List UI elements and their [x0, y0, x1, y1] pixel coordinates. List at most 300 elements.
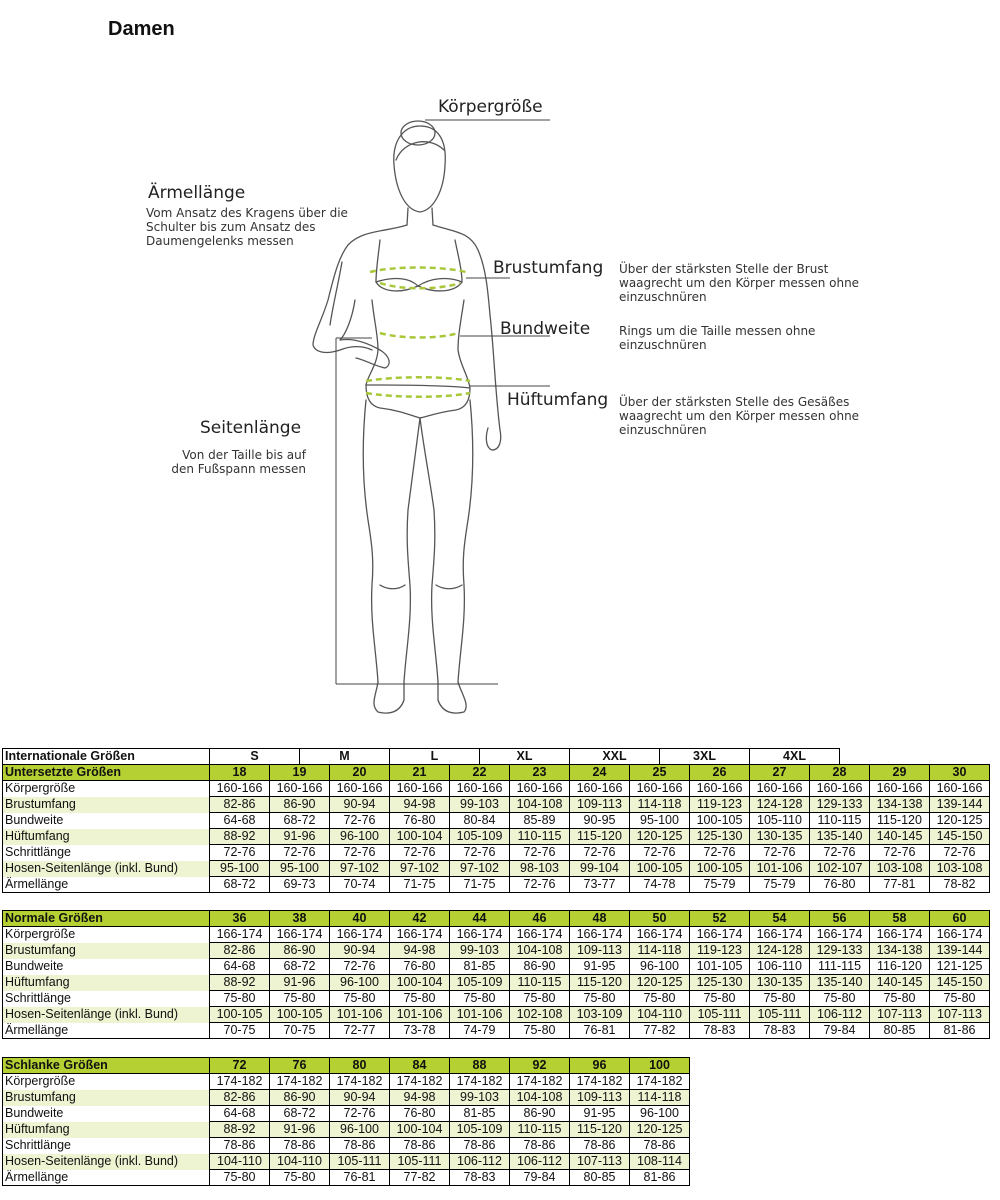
- table-cell: 97-102: [450, 861, 510, 877]
- row-label: Hosen-Seitenlänge (inkl. Bund): [3, 1154, 210, 1170]
- table-cell: 72-76: [450, 845, 510, 861]
- table-cell: 160-166: [930, 781, 990, 797]
- row-label: Bundweite: [3, 1106, 210, 1122]
- table-cell: 82-86: [210, 1090, 270, 1106]
- row-label: Hüftumfang: [3, 829, 210, 845]
- size-header: 25: [630, 765, 690, 781]
- table-cell: 106-110: [750, 959, 810, 975]
- table-row: [3, 991, 990, 1007]
- table-cell: 105-109: [450, 975, 510, 991]
- table-cell: 78-83: [690, 1023, 750, 1039]
- size-section-table: [2, 764, 990, 893]
- table-cell: 166-174: [810, 927, 870, 943]
- row-label: Körpergröße: [3, 781, 210, 797]
- table-cell: 75-80: [450, 991, 510, 1007]
- table-cell: 81-85: [450, 959, 510, 975]
- table-row: [3, 797, 990, 813]
- table-cell: 77-81: [870, 877, 930, 893]
- table-cell: 78-86: [450, 1138, 510, 1154]
- table-row: [3, 1023, 990, 1039]
- row-label: Hosen-Seitenlänge (inkl. Bund): [3, 861, 210, 877]
- table-cell: 103-108: [930, 861, 990, 877]
- table-cell: 124-128: [750, 943, 810, 959]
- table-cell: 104-110: [210, 1154, 270, 1170]
- row-label: Schrittlänge: [3, 845, 210, 861]
- table-cell: 95-100: [210, 861, 270, 877]
- table-cell: 96-100: [330, 829, 390, 845]
- intl-size: 4XL: [750, 749, 840, 765]
- label-seitenlaenge: Seitenlänge: [200, 418, 302, 438]
- table-cell: 94-98: [390, 943, 450, 959]
- table-cell: 94-98: [390, 797, 450, 813]
- size-header: 28: [810, 765, 870, 781]
- table-cell: 120-125: [630, 975, 690, 991]
- table-cell: 139-144: [930, 943, 990, 959]
- size-section-table: [2, 910, 990, 1039]
- table-cell: 70-75: [270, 1023, 330, 1039]
- table-cell: 75-80: [930, 991, 990, 1007]
- table-cell: 64-68: [210, 813, 270, 829]
- table-cell: 78-83: [750, 1023, 810, 1039]
- table-cell: 86-90: [270, 1090, 330, 1106]
- table-cell: 101-105: [690, 959, 750, 975]
- table-cell: 115-120: [870, 813, 930, 829]
- table-cell: 103-109: [570, 1007, 630, 1023]
- size-header: 76: [270, 1058, 330, 1074]
- table-cell: 166-174: [450, 927, 510, 943]
- table-cell: 105-111: [390, 1154, 450, 1170]
- table-cell: 120-125: [630, 829, 690, 845]
- label-bundweite: Bundweite: [500, 319, 591, 339]
- table-cell: 110-115: [510, 975, 570, 991]
- table-cell: 72-76: [930, 845, 990, 861]
- table-cell: 106-112: [810, 1007, 870, 1023]
- table-cell: 96-100: [630, 959, 690, 975]
- size-header: 100: [630, 1058, 690, 1074]
- table-cell: 105-111: [750, 1007, 810, 1023]
- table-cell: 75-80: [810, 991, 870, 1007]
- table-cell: 166-174: [870, 927, 930, 943]
- table-cell: 166-174: [210, 927, 270, 943]
- table-cell: 145-150: [930, 829, 990, 845]
- table-cell: 105-111: [330, 1154, 390, 1170]
- desc-hueftumfang: Über der stärksten Stelle des Gesäßes waagrecht um den Körper messen ohne einzuschnüren: [619, 395, 860, 437]
- table-cell: 111-115: [810, 959, 870, 975]
- table-cell: 160-166: [270, 781, 330, 797]
- table-cell: 70-74: [330, 877, 390, 893]
- label-brustumfang: Brustumfang: [493, 258, 604, 278]
- table-cell: 124-128: [750, 797, 810, 813]
- size-header: 80: [330, 1058, 390, 1074]
- table-cell: 73-77: [570, 877, 630, 893]
- table-cell: 140-145: [870, 829, 930, 845]
- label-aermellaenge: Ärmellänge: [148, 183, 246, 203]
- table-cell: 166-174: [570, 927, 630, 943]
- size-header: 36: [210, 911, 270, 927]
- table-cell: 96-100: [630, 1106, 690, 1122]
- size-header: 60: [930, 911, 990, 927]
- table-cell: 139-144: [930, 797, 990, 813]
- table-cell: 88-92: [210, 975, 270, 991]
- table-cell: 174-182: [330, 1074, 390, 1090]
- table-cell: 160-166: [570, 781, 630, 797]
- table-row: [3, 1007, 990, 1023]
- size-header: 26: [690, 765, 750, 781]
- table-cell: 79-84: [510, 1170, 570, 1186]
- table-cell: 82-86: [210, 943, 270, 959]
- row-label: Ärmellänge: [3, 877, 210, 893]
- table-cell: 134-138: [870, 797, 930, 813]
- table-cell: 68-72: [210, 877, 270, 893]
- table-cell: 86-90: [510, 1106, 570, 1122]
- table-cell: 96-100: [330, 1122, 390, 1138]
- row-label: Körpergröße: [3, 927, 210, 943]
- intl-size: XXL: [570, 749, 660, 765]
- size-header: 40: [330, 911, 390, 927]
- table-cell: 110-115: [510, 1122, 570, 1138]
- table-cell: 114-118: [630, 797, 690, 813]
- table-cell: 103-108: [870, 861, 930, 877]
- table-cell: 129-133: [810, 797, 870, 813]
- table-cell: 160-166: [210, 781, 270, 797]
- table-cell: 72-76: [270, 845, 330, 861]
- size-header: 21: [390, 765, 450, 781]
- table-cell: 78-86: [510, 1138, 570, 1154]
- table-cell: 75-80: [270, 1170, 330, 1186]
- table-cell: 101-106: [750, 861, 810, 877]
- table-cell: 80-84: [450, 813, 510, 829]
- table-cell: 81-86: [630, 1170, 690, 1186]
- table-cell: 79-84: [810, 1023, 870, 1039]
- table-cell: 85-89: [510, 813, 570, 829]
- table-cell: 72-76: [390, 845, 450, 861]
- table-row: [3, 1154, 690, 1170]
- intl-size: M: [300, 749, 390, 765]
- table-cell: 102-107: [810, 861, 870, 877]
- table-cell: 174-182: [630, 1074, 690, 1090]
- table-cell: 75-80: [510, 991, 570, 1007]
- table-cell: 106-112: [450, 1154, 510, 1170]
- table-cell: 105-109: [450, 1122, 510, 1138]
- table-cell: 88-92: [210, 1122, 270, 1138]
- table-cell: 115-120: [570, 1122, 630, 1138]
- table-cell: 115-120: [570, 829, 630, 845]
- table-cell: 72-76: [570, 845, 630, 861]
- table-cell: 121-125: [930, 959, 990, 975]
- table-cell: 75-80: [210, 991, 270, 1007]
- table-cell: 160-166: [330, 781, 390, 797]
- table-cell: 145-150: [930, 975, 990, 991]
- table-cell: 101-106: [390, 1007, 450, 1023]
- size-header: 72: [210, 1058, 270, 1074]
- size-header: 96: [570, 1058, 630, 1074]
- table-cell: 100-105: [270, 1007, 330, 1023]
- table-cell: 160-166: [630, 781, 690, 797]
- table-cell: 78-86: [210, 1138, 270, 1154]
- size-header: 42: [390, 911, 450, 927]
- table-cell: 166-174: [630, 927, 690, 943]
- table-row: [3, 781, 990, 797]
- table-cell: 125-130: [690, 829, 750, 845]
- size-section-table: [2, 1057, 690, 1186]
- size-header: 58: [870, 911, 930, 927]
- table-cell: 78-86: [570, 1138, 630, 1154]
- table-cell: 68-72: [270, 959, 330, 975]
- table-cell: 135-140: [810, 829, 870, 845]
- table-cell: 104-110: [630, 1007, 690, 1023]
- table-row: [3, 1074, 690, 1090]
- table-cell: 78-82: [930, 877, 990, 893]
- table-row: [3, 845, 990, 861]
- table-row: [3, 943, 990, 959]
- size-header: 29: [870, 765, 930, 781]
- table-cell: 95-100: [270, 861, 330, 877]
- row-label: Körpergröße: [3, 1074, 210, 1090]
- table-cell: 174-182: [390, 1074, 450, 1090]
- table-cell: 72-76: [330, 845, 390, 861]
- table-cell: 120-125: [630, 1122, 690, 1138]
- table-cell: 174-182: [510, 1074, 570, 1090]
- table-cell: 166-174: [690, 927, 750, 943]
- size-header: 88: [450, 1058, 510, 1074]
- table-cell: 75-79: [750, 877, 810, 893]
- row-label: Bundweite: [3, 813, 210, 829]
- table-row: [3, 861, 990, 877]
- intl-size: 3XL: [660, 749, 750, 765]
- table-cell: 77-82: [630, 1023, 690, 1039]
- table-cell: 107-113: [930, 1007, 990, 1023]
- size-header: 48: [570, 911, 630, 927]
- table-cell: 166-174: [330, 927, 390, 943]
- table-cell: 72-76: [690, 845, 750, 861]
- table-cell: 100-104: [390, 1122, 450, 1138]
- table-cell: 80-85: [570, 1170, 630, 1186]
- table-row: [3, 1170, 690, 1186]
- table-cell: 119-123: [690, 797, 750, 813]
- table-cell: 160-166: [810, 781, 870, 797]
- table-cell: 72-76: [210, 845, 270, 861]
- size-header: 56: [810, 911, 870, 927]
- table-cell: 99-103: [450, 797, 510, 813]
- row-label: Bundweite: [3, 959, 210, 975]
- intl-size: L: [390, 749, 480, 765]
- table-cell: 160-166: [870, 781, 930, 797]
- row-label: Hosen-Seitenlänge (inkl. Bund): [3, 1007, 210, 1023]
- table-cell: 76-80: [390, 959, 450, 975]
- table-cell: 107-113: [870, 1007, 930, 1023]
- table-row: [3, 877, 990, 893]
- table-cell: 160-166: [510, 781, 570, 797]
- table-row: [3, 1090, 690, 1106]
- table-cell: 91-96: [270, 829, 330, 845]
- table-cell: 72-76: [870, 845, 930, 861]
- table-cell: 114-118: [630, 943, 690, 959]
- table-cell: 116-120: [870, 959, 930, 975]
- table-cell: 91-95: [570, 1106, 630, 1122]
- table-cell: 95-100: [630, 813, 690, 829]
- table-cell: 72-76: [510, 845, 570, 861]
- table-row: [3, 975, 990, 991]
- desc-bundweite: Rings um die Taille messen ohne einzuschnüren: [619, 324, 816, 352]
- table-cell: 166-174: [390, 927, 450, 943]
- table-cell: 86-90: [270, 943, 330, 959]
- label-hueftumfang: Hüftumfang: [507, 390, 609, 410]
- table-cell: 86-90: [510, 959, 570, 975]
- table-cell: 81-86: [930, 1023, 990, 1039]
- row-label: Hüftumfang: [3, 1122, 210, 1138]
- table-cell: 82-86: [210, 797, 270, 813]
- table-cell: 109-113: [570, 1090, 630, 1106]
- table-cell: 75-80: [870, 991, 930, 1007]
- size-header: 23: [510, 765, 570, 781]
- table-cell: 75-79: [690, 877, 750, 893]
- international-label: Internationale Größen: [3, 749, 210, 765]
- table-cell: 72-76: [630, 845, 690, 861]
- table-cell: 86-90: [270, 797, 330, 813]
- table-cell: 96-100: [330, 975, 390, 991]
- section-title: Untersetzte Größen: [3, 765, 210, 781]
- label-koerpergroesse: Körpergröße: [438, 97, 543, 117]
- table-cell: 78-86: [390, 1138, 450, 1154]
- section-title: Schlanke Größen: [3, 1058, 210, 1074]
- table-cell: 105-111: [690, 1007, 750, 1023]
- size-header: 20: [330, 765, 390, 781]
- table-row: [3, 927, 990, 943]
- table-cell: 91-96: [270, 1122, 330, 1138]
- table-cell: 100-105: [690, 861, 750, 877]
- section-title: Normale Größen: [3, 911, 210, 927]
- table-cell: 101-106: [450, 1007, 510, 1023]
- table-cell: 104-110: [270, 1154, 330, 1170]
- table-cell: 99-103: [450, 943, 510, 959]
- table-row: [3, 1106, 690, 1122]
- table-cell: 90-95: [570, 813, 630, 829]
- table-cell: 166-174: [930, 927, 990, 943]
- table-cell: 130-135: [750, 975, 810, 991]
- table-cell: 106-112: [510, 1154, 570, 1170]
- table-cell: 114-118: [630, 1090, 690, 1106]
- table-cell: 97-102: [330, 861, 390, 877]
- table-cell: 102-108: [510, 1007, 570, 1023]
- table-cell: 72-76: [510, 877, 570, 893]
- table-cell: 99-104: [570, 861, 630, 877]
- table-cell: 166-174: [750, 927, 810, 943]
- table-cell: 77-82: [390, 1170, 450, 1186]
- table-cell: 73-78: [390, 1023, 450, 1039]
- international-sizes-table: [2, 748, 840, 765]
- table-cell: 64-68: [210, 959, 270, 975]
- table-cell: 72-77: [330, 1023, 390, 1039]
- table-cell: 78-83: [450, 1170, 510, 1186]
- table-cell: 72-76: [330, 1106, 390, 1122]
- table-cell: 81-85: [450, 1106, 510, 1122]
- table-cell: 101-106: [330, 1007, 390, 1023]
- table-cell: 64-68: [210, 1106, 270, 1122]
- table-cell: 160-166: [450, 781, 510, 797]
- row-label: Brustumfang: [3, 1090, 210, 1106]
- table-cell: 174-182: [270, 1074, 330, 1090]
- intl-size: XL: [480, 749, 570, 765]
- table-cell: 98-103: [510, 861, 570, 877]
- table-cell: 75-80: [750, 991, 810, 1007]
- row-label: Brustumfang: [3, 797, 210, 813]
- table-cell: 140-145: [870, 975, 930, 991]
- table-cell: 125-130: [690, 975, 750, 991]
- desc-seitenlaenge: Von der Taille bis auf den Fußspann messen: [171, 448, 306, 476]
- size-header: 19: [270, 765, 330, 781]
- size-header: 22: [450, 765, 510, 781]
- table-cell: 90-94: [330, 1090, 390, 1106]
- size-header: 46: [510, 911, 570, 927]
- row-label: Schrittlänge: [3, 1138, 210, 1154]
- table-cell: 69-73: [270, 877, 330, 893]
- table-cell: 100-104: [390, 829, 450, 845]
- table-cell: 104-108: [510, 943, 570, 959]
- table-cell: 75-80: [630, 991, 690, 1007]
- table-cell: 160-166: [390, 781, 450, 797]
- table-cell: 75-80: [270, 991, 330, 1007]
- table-row: [3, 1122, 690, 1138]
- table-cell: 105-109: [450, 829, 510, 845]
- table-cell: 72-76: [330, 813, 390, 829]
- table-cell: 76-80: [810, 877, 870, 893]
- table-cell: 120-125: [930, 813, 990, 829]
- table-cell: 104-108: [510, 1090, 570, 1106]
- table-cell: 108-114: [630, 1154, 690, 1170]
- table-cell: 104-108: [510, 797, 570, 813]
- table-cell: 72-76: [330, 959, 390, 975]
- table-cell: 76-80: [390, 813, 450, 829]
- size-header: 27: [750, 765, 810, 781]
- table-cell: 100-105: [690, 813, 750, 829]
- table-cell: 72-76: [810, 845, 870, 861]
- size-header: 50: [630, 911, 690, 927]
- table-cell: 78-86: [330, 1138, 390, 1154]
- table-cell: 71-75: [450, 877, 510, 893]
- row-label: Ärmellänge: [3, 1023, 210, 1039]
- row-label: Brustumfang: [3, 943, 210, 959]
- table-cell: 68-72: [270, 813, 330, 829]
- table-cell: 99-103: [450, 1090, 510, 1106]
- table-cell: 110-115: [810, 813, 870, 829]
- size-header: 92: [510, 1058, 570, 1074]
- table-cell: 72-76: [750, 845, 810, 861]
- desc-aermellaenge: Vom Ansatz des Kragens über die Schulter bis zum Ansatz des Daumengelenks messen: [146, 206, 348, 248]
- table-cell: 97-102: [390, 861, 450, 877]
- table-cell: 75-80: [570, 991, 630, 1007]
- size-header: 44: [450, 911, 510, 927]
- table-cell: 160-166: [690, 781, 750, 797]
- row-label: Ärmellänge: [3, 1170, 210, 1186]
- table-cell: 75-80: [330, 991, 390, 1007]
- table-cell: 71-75: [390, 877, 450, 893]
- desc-brustumfang: Über der stärksten Stelle der Brust waagrecht um den Körper messen ohne einzuschnüren: [619, 262, 860, 304]
- size-header: 30: [930, 765, 990, 781]
- table-cell: 75-80: [210, 1170, 270, 1186]
- table-cell: 174-182: [210, 1074, 270, 1090]
- table-cell: 135-140: [810, 975, 870, 991]
- size-header: 84: [390, 1058, 450, 1074]
- table-cell: 94-98: [390, 1090, 450, 1106]
- table-cell: 100-104: [390, 975, 450, 991]
- row-label: Schrittlänge: [3, 991, 210, 1007]
- row-label: Hüftumfang: [3, 975, 210, 991]
- table-cell: 76-80: [390, 1106, 450, 1122]
- table-row: [3, 829, 990, 845]
- table-row: [3, 959, 990, 975]
- table-cell: 174-182: [570, 1074, 630, 1090]
- table-cell: 119-123: [690, 943, 750, 959]
